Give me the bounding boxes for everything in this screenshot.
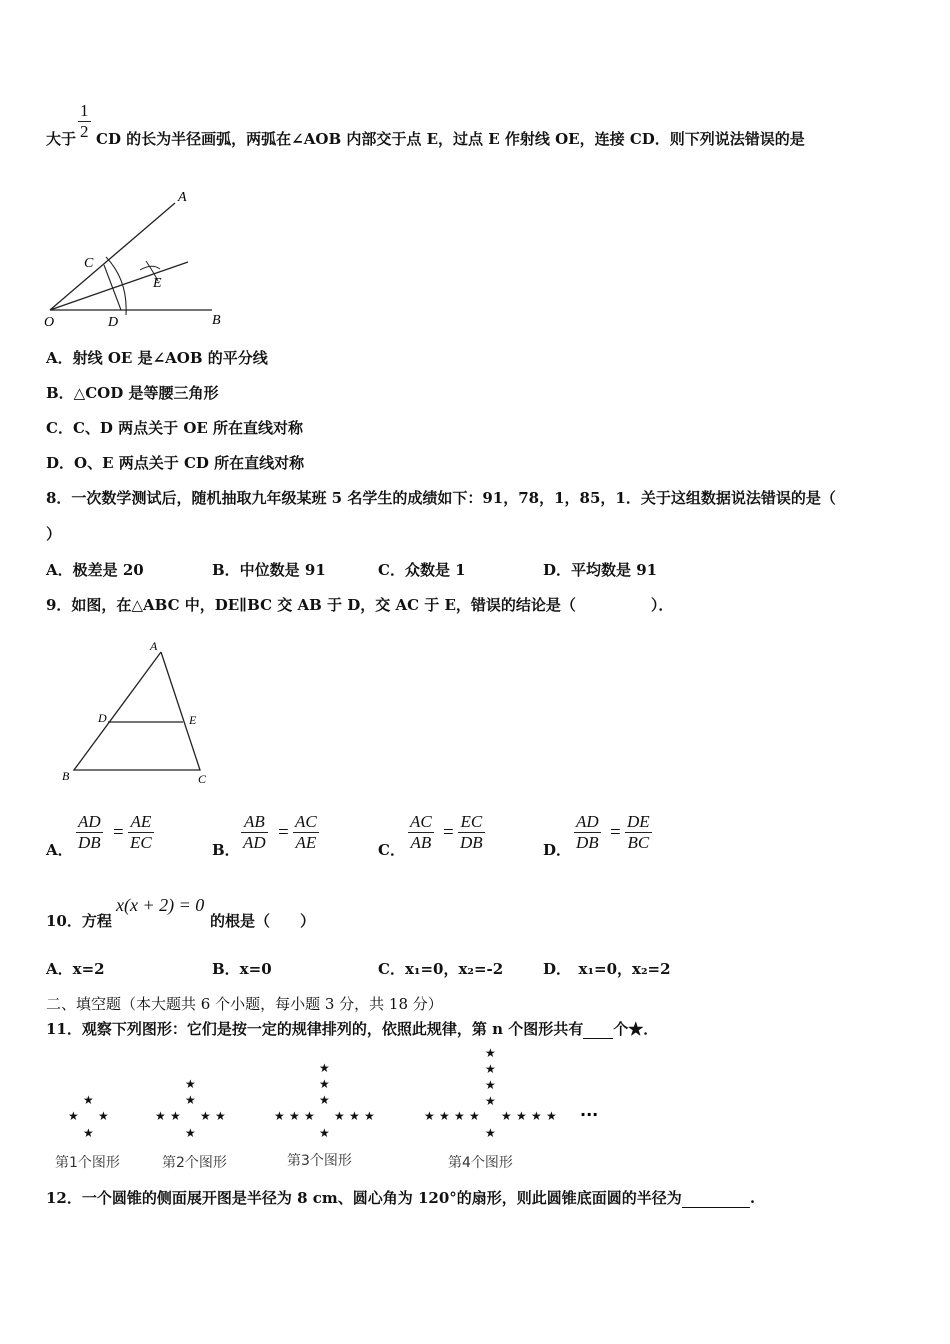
q9-b-frac-right: $\frac{AC}{AE}$ [295, 812, 317, 852]
star-icon: ★ [319, 1061, 330, 1075]
label-d: D [98, 711, 107, 725]
triangle-abc [74, 652, 200, 770]
q10-option-d: D． x₁=0，x₂=2 [543, 960, 671, 978]
section2-title: 二、填空题（本大题共 6 个小题，每小题 3 分，共 18 分） [46, 995, 443, 1013]
half-numerator: 1 [80, 101, 89, 120]
q10-equation: x(x + 2) = 0 [116, 895, 205, 915]
star-icon: ★ [485, 1078, 496, 1092]
q8-option-d: D．平均数是 91 [543, 561, 658, 579]
q9-b-equals: = [278, 822, 289, 843]
q10-stem [46, 910, 112, 931]
q10-option-a: A．x=2 [46, 960, 105, 978]
q7-option-c: C．C、D 两点关于 OE 所在直线对称 [46, 419, 304, 437]
q7-option-a: A．射线 OE 是∠AOB 的平分线 [46, 349, 268, 367]
star-icon: ★ [349, 1109, 360, 1123]
q10-suffix: 的根是（ ） [210, 912, 316, 930]
q11-answer-blank[interactable] [583, 1020, 613, 1039]
star-icon: ★ [98, 1109, 109, 1123]
pattern-ellipsis: ··· [580, 1105, 599, 1124]
star-icon: ★ [485, 1094, 496, 1108]
q9-a-frac-left: $\frac{AD}{DB}$ [78, 812, 101, 852]
star-icon: ★ [155, 1109, 166, 1123]
star-icon: ★ [319, 1077, 330, 1091]
q7-stem-prefix: 大于 [46, 130, 77, 148]
star-icon: ★ [83, 1093, 94, 1107]
star-icon: ★ [469, 1109, 480, 1123]
q9-c-frac-left: $\frac{AC}{AB}$ [410, 812, 432, 852]
star-icon: ★ [531, 1109, 542, 1123]
pattern-1 [68, 1093, 109, 1140]
star-icon: ★ [200, 1109, 211, 1123]
q8-option-c: C．众数是 1 [378, 561, 466, 579]
star-icon: ★ [274, 1109, 285, 1123]
q9-figure-triangle [58, 638, 218, 788]
star-icon: ★ [454, 1109, 465, 1123]
q7-stem [46, 128, 805, 149]
pattern-3 [274, 1061, 375, 1140]
q9-c-frac-right: $\frac{EC}{DB}$ [460, 812, 483, 852]
label-o: O [44, 315, 55, 330]
star-icon: ★ [516, 1109, 527, 1123]
q7-option-d: D．O、E 两点关于 CD 所在直线对称 [46, 454, 305, 472]
q11-star-pattern-figure [40, 1040, 620, 1180]
label-d: D [108, 315, 119, 330]
q8-stem-line2: ） [46, 525, 62, 543]
q7-stem-rest: CD 的长为半径画弧，两弧在∠AOB 内部交于点 E，过点 E 作射线 OE，连接 CD．则下列说法错误的是 [96, 130, 805, 148]
half-denominator: 2 [80, 122, 89, 141]
q9-c-equals: = [443, 822, 454, 843]
q9-d-frac-right: $\frac{DE}{BC}$ [627, 812, 650, 852]
caption-pattern-1: 第1个图形 [55, 1155, 120, 1171]
q9-a-frac-right: $\frac{AE}{EC}$ [130, 812, 152, 852]
q10-prefix: 10．方程 [46, 912, 112, 930]
q8-option-a: A．极差是 20 [46, 561, 144, 579]
q11-stem [46, 1018, 658, 1039]
label-c: C [198, 772, 207, 786]
label-b: B [62, 769, 70, 783]
star-icon: ★ [185, 1093, 196, 1107]
label-e: E [153, 276, 162, 291]
star-icon: ★ [546, 1109, 557, 1123]
star-icon: ★ [364, 1109, 375, 1123]
star-icon: ★ [485, 1126, 496, 1140]
q9-a-equals: = [113, 822, 124, 843]
pattern-4 [424, 1046, 557, 1140]
star-icon: ★ [501, 1109, 512, 1123]
star-icon: ★ [319, 1093, 330, 1107]
label-a: A [178, 190, 187, 205]
label-c: C [84, 256, 94, 271]
label-a: A [150, 639, 158, 653]
star-icon: ★ [215, 1109, 226, 1123]
q11-stem-suffix: 个★． [613, 1020, 659, 1038]
star-icon: ★ [439, 1109, 450, 1123]
star-icon: ★ [68, 1109, 79, 1123]
q12-answer-blank[interactable] [682, 1189, 750, 1208]
q7-option-b: B．△COD 是等腰三角形 [46, 384, 219, 402]
segment-cd [104, 265, 121, 310]
q10-option-b: B．x=0 [212, 960, 272, 978]
q9-option-b-letter: B． [212, 841, 240, 859]
q9-b-frac-left: $\frac{AB}{AD}$ [243, 812, 266, 852]
label-e: E [189, 713, 197, 727]
q8-stem-line1: 8．一次数学测试后，随机抽取九年级某班 5 名学生的成绩如下：91，78，1，85，1．关于这组数据说法错误的是（ [46, 489, 836, 507]
caption-pattern-2: 第2个图形 [162, 1155, 227, 1171]
star-icon: ★ [170, 1109, 181, 1123]
caption-pattern-3: 第3个图形 [287, 1153, 352, 1169]
q7-figure-angle-bisector [40, 185, 240, 335]
star-icon: ★ [424, 1109, 435, 1123]
star-icon: ★ [304, 1109, 315, 1123]
star-icon: ★ [485, 1062, 496, 1076]
caption-pattern-4: 第4个图形 [448, 1155, 513, 1171]
q11-stem-prefix: 11．观察下列图形：它们是按一定的规律排列的，依照此规律，第 n 个图形共有 [46, 1020, 584, 1038]
q9-option-a-letter: A． [46, 841, 73, 859]
star-icon: ★ [185, 1126, 196, 1140]
ray-oe [50, 262, 188, 310]
star-icon: ★ [485, 1046, 496, 1060]
arc-cd [106, 257, 126, 315]
star-icon: ★ [185, 1077, 196, 1091]
q12-end: . [749, 1189, 756, 1207]
q9-d-frac-left: $\frac{AD}{DB}$ [576, 812, 599, 852]
q9-d-equals: = [610, 822, 621, 843]
star-icon: ★ [83, 1126, 94, 1140]
q8-option-b: B．中位数是 91 [212, 561, 326, 579]
q9-stem: 9．如图，在△ABC 中，DE∥BC 交 AB 于 D，交 AC 于 E，错误的结论是（ ）． [46, 596, 674, 614]
star-icon: ★ [319, 1126, 330, 1140]
ray-oa [50, 203, 175, 310]
pattern-2 [155, 1077, 226, 1140]
q10-option-c: C．x₁=0，x₂=-2 [378, 960, 504, 978]
q12-stem-text: 12．一个圆锥的侧面展开图是半径为 8 cm、圆心角为 120°的扇形，则此圆锥底面圆的半径为 [46, 1189, 682, 1207]
star-icon: ★ [289, 1109, 300, 1123]
q9-option-d-letter: D． [543, 841, 572, 859]
star-icon: ★ [334, 1109, 345, 1123]
label-b: B [212, 313, 221, 328]
q12-stem [46, 1187, 755, 1208]
q9-option-c-letter: C． [378, 841, 405, 859]
